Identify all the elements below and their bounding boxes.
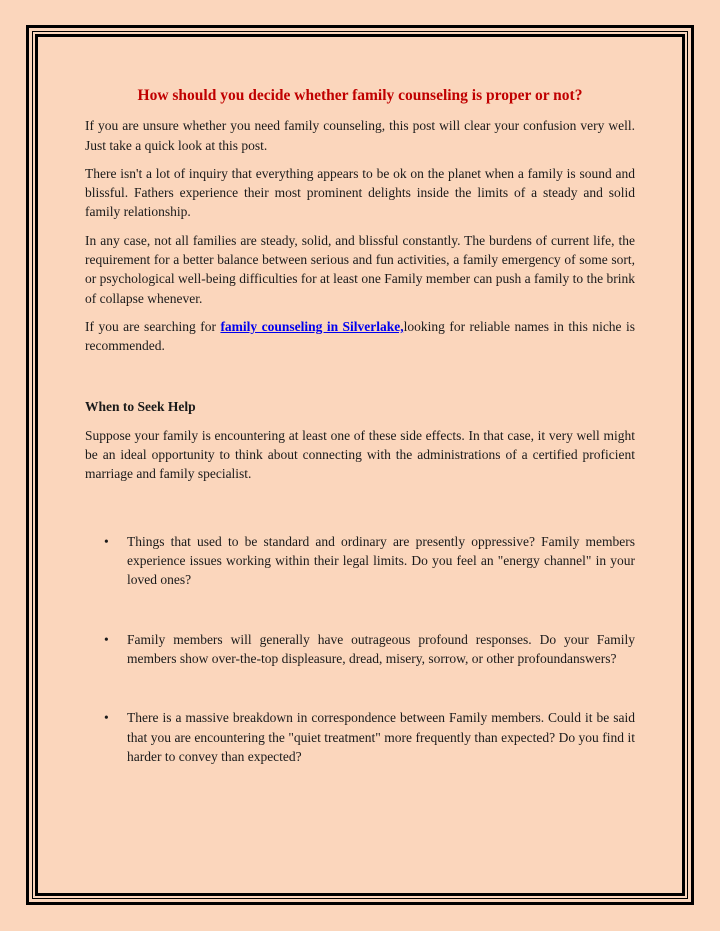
- link-prefix-text: If you are searching for: [85, 318, 221, 334]
- link-suffix-text: looking for reliable names in this niche is recommended.: [85, 318, 635, 354]
- list-item: [85, 630, 635, 669]
- section-paragraph: Suppose your family is encountering at least one of these side effects. In that case, it very well might be an ideal opportunity to think about connecting with the administrations of a certified proficient marriage and family specialist.: [85, 427, 635, 482]
- bullet-icon: •: [104, 533, 109, 549]
- paragraph-2: There isn't a lot of inquiry that everything appears to be ok on the planet when a family is sound and blissful. Fathers experience their most prominent delights inside the limits of a steady and solid family relationship.: [85, 165, 635, 220]
- article-title: How should you decide whether family counseling is proper or not?: [137, 87, 583, 104]
- section-heading: When to Seek Help: [85, 398, 196, 414]
- article: [85, 86, 635, 766]
- list-item-text: There is a massive breakdown in correspondence between Family members. Could it be said that you are encountering the "quiet treatment" more frequently than expected? Do you find it harder to convey than expected?: [127, 710, 635, 764]
- silverlake-counseling-link[interactable]: family counseling in Silverlake,: [220, 318, 404, 334]
- bullet-icon: •: [104, 710, 109, 726]
- paragraph-3: In any case, not all families are steady, solid, and blissful constantly. The burdens of current life, the requirement for a better balance between serious and fun activities, a family emergency of some sort, or psychological well-being difficulties for at least one Family member can push a family to the brink of collapse whenever.: [85, 232, 635, 306]
- list-item-text: Family members will generally have outrageous profound responses. Do your Family members show over-the-top displeasure, dread, misery, sorrow, or other profoundanswers?: [127, 631, 635, 666]
- paragraph-link: [85, 317, 635, 356]
- list-item: [85, 532, 635, 590]
- symptom-list: [85, 532, 635, 766]
- paragraph-intro: If you are unsure whether you need family counseling, this post will clear your confusion very well. Just take a quick look at this post.: [85, 118, 635, 153]
- list-item: [85, 708, 635, 766]
- bullet-icon: •: [104, 631, 109, 647]
- list-item-text: Things that used to be standard and ordinary are presently oppressive? Family members experience issues working within their legal limits. Do you feel an "energy channel" in your loved ones?: [127, 533, 635, 588]
